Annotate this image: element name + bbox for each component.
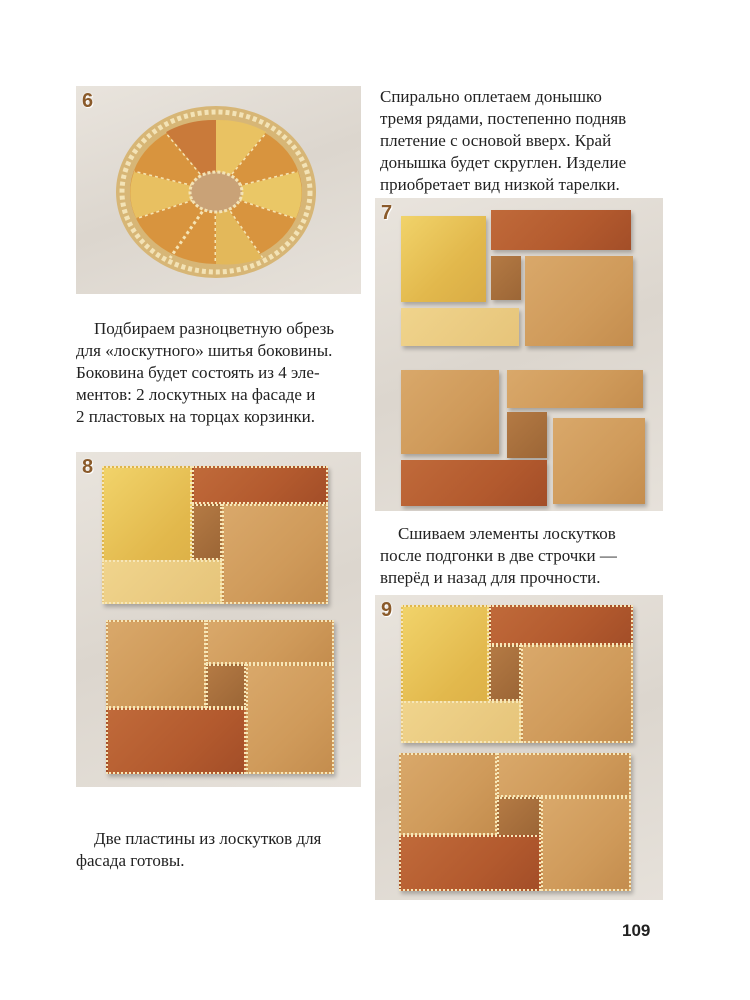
text-line: фасада готовы. — [76, 851, 185, 870]
photo-6-woven-bottom — [76, 86, 361, 294]
paragraph-panels-ready — [76, 828, 361, 872]
patchwork-panel-lower — [106, 620, 334, 774]
patch — [399, 835, 541, 891]
bark-piece — [525, 256, 633, 346]
paragraph-weaving-bottom — [380, 86, 663, 196]
text-line: приобретает вид низкой тарелки. — [380, 175, 620, 194]
text-line: ментов: 2 лоскутных на фасаде и — [76, 385, 316, 404]
paragraph-selecting-trim — [76, 318, 361, 428]
patch — [246, 664, 334, 774]
patch — [521, 645, 633, 743]
sewn-panel-lower — [399, 753, 631, 891]
photo-8-number: 8 — [82, 456, 94, 478]
photo-9-number: 9 — [381, 599, 393, 621]
text-line: 2 пластовых на торцах корзинки. — [76, 407, 315, 426]
text-line: плетение с основой вверх. Край — [380, 131, 612, 150]
patch — [192, 466, 328, 504]
patch — [497, 753, 631, 797]
patch — [102, 560, 222, 604]
photo-6-number: 6 — [82, 90, 94, 112]
sewn-panel-upper — [401, 605, 633, 743]
patch — [541, 797, 631, 891]
bark-piece — [507, 412, 547, 458]
patch — [489, 645, 521, 701]
paragraph-sewing-elements — [380, 523, 663, 589]
text-line: донышка будет скруглен. Изделие — [380, 153, 627, 172]
patch — [497, 797, 541, 837]
bark-piece — [401, 216, 486, 302]
photo-8-patchwork-panels — [76, 452, 361, 787]
patch — [192, 504, 222, 560]
text-line: Две пластины из лоскутков для — [94, 829, 322, 848]
woven-plate-illustration — [76, 86, 361, 294]
bark-piece — [553, 418, 645, 504]
patch — [206, 664, 246, 708]
text-line: Боковина будет состоять из 4 эле- — [76, 363, 320, 382]
bark-piece — [491, 256, 521, 300]
text-line: Сшиваем элементы лоскутков — [398, 524, 616, 543]
bark-piece — [401, 370, 499, 454]
bark-piece — [507, 370, 643, 408]
patch — [106, 620, 206, 708]
bark-piece — [401, 460, 547, 506]
photo-9-sewn-panels — [375, 595, 663, 900]
photo-7-number: 7 — [381, 202, 393, 224]
patch — [489, 605, 633, 645]
patch — [399, 753, 497, 835]
text-line: для «лоскутного» шитья боковины. — [76, 341, 333, 360]
patch — [206, 620, 334, 664]
patchwork-panel-upper — [102, 466, 328, 604]
patch — [106, 708, 246, 774]
bark-piece — [401, 308, 519, 346]
text-line: после подгонки в две строчки — — [380, 546, 617, 565]
text-line: Подбираем разноцветную обрезь — [94, 319, 335, 338]
page-number: 109 — [622, 921, 651, 940]
text-line: вперёд и назад для прочности. — [380, 568, 601, 587]
patch — [222, 504, 328, 604]
bark-piece — [491, 210, 631, 250]
text-line: Спирально оплетаем донышко — [380, 87, 602, 106]
text-line: тремя рядами, постепенно подняв — [380, 109, 627, 128]
patch — [401, 701, 521, 743]
photo-7-bark-pieces — [375, 198, 663, 511]
